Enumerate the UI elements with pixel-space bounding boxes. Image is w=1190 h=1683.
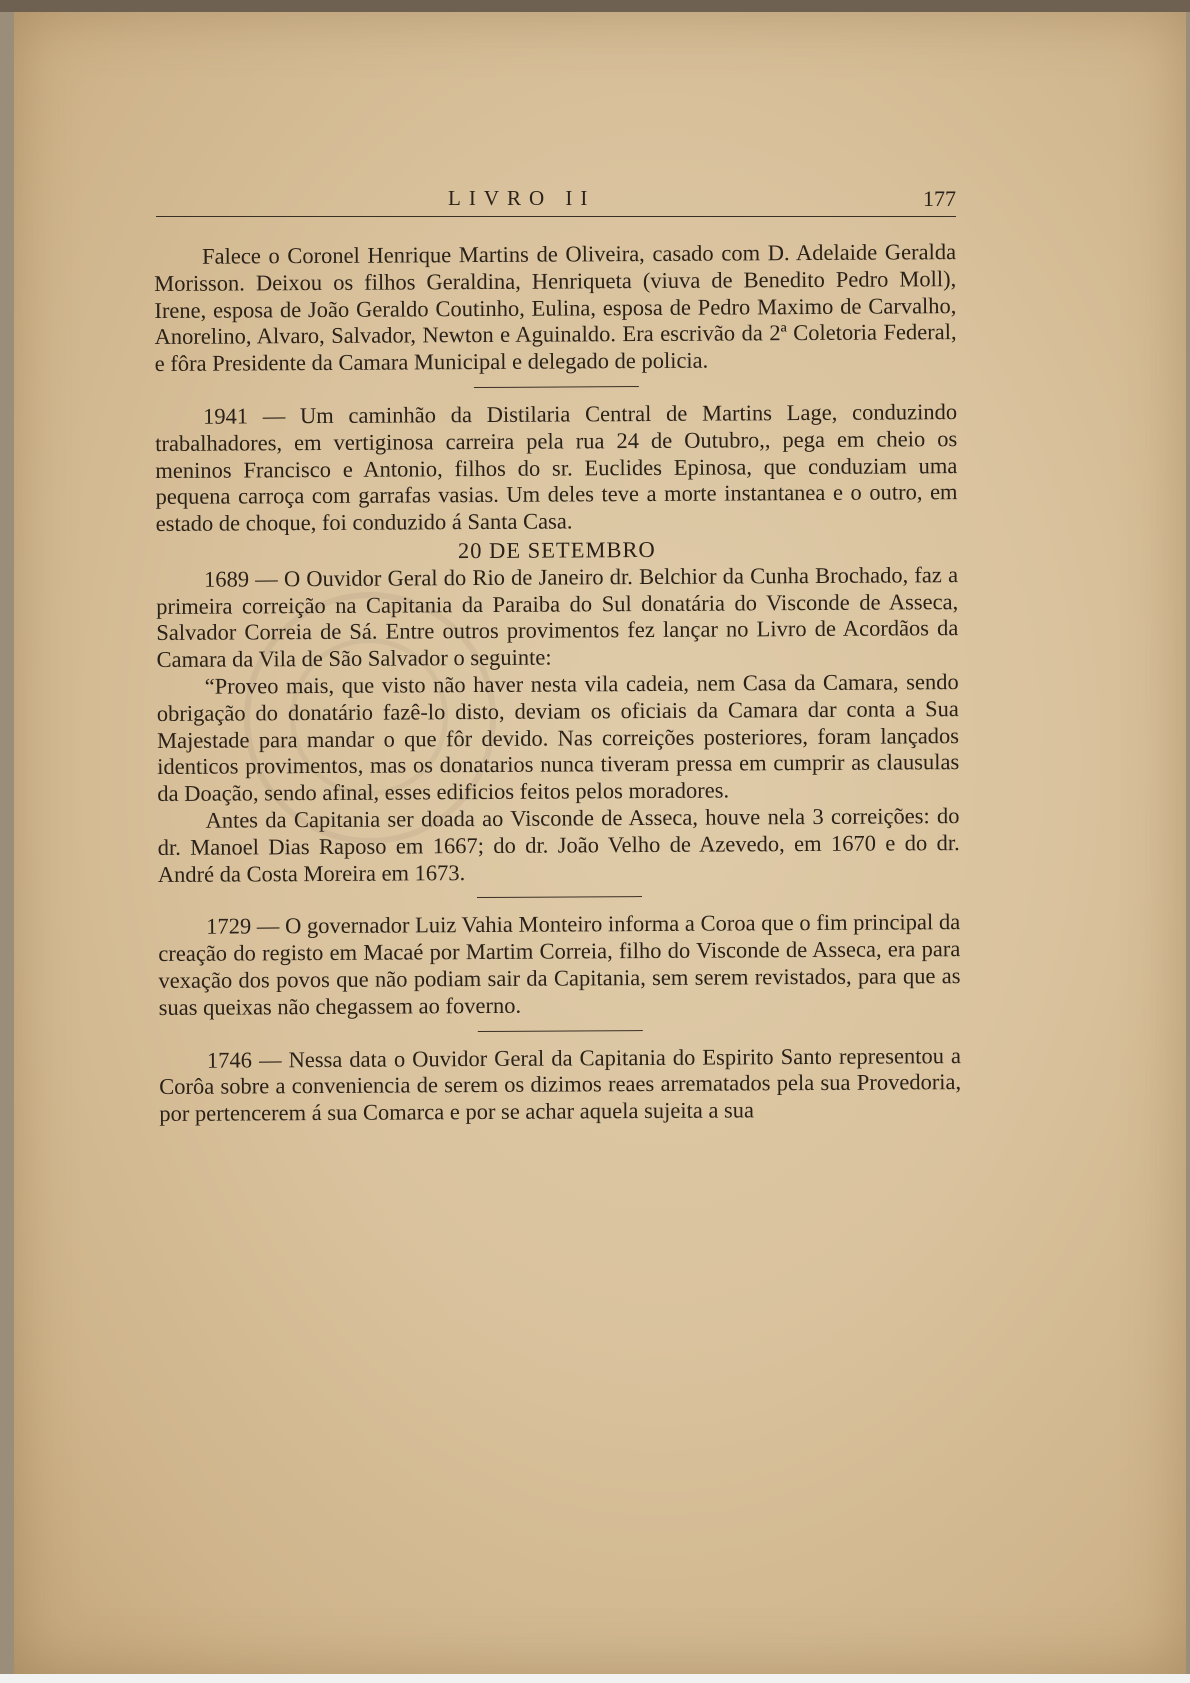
separator-rule <box>473 386 638 388</box>
running-title: LIVRO II <box>448 186 596 210</box>
paragraph-1746: 1746 — Nessa data o Ouvidor Geral da Capitania do Espirito Santo representou a Corôa sobre a conveniencia de serem os dizimos reaes arrematados pela sua Provedoria, por pertencerem á sua Comarca e por se achar aquela sujeita a sua <box>159 1042 962 1127</box>
paragraph-1941: 1941 — Um caminhão da Distilaria Central de Martins Lage, conduzindo trabalhadores, em vertiginosa carreira pela rua 24 de Outubro,, pega em cheio os meninos Francisco e Antonio, filhos do sr. Euclides Epinosa, que conduziam uma pequena carroça com garrafas vasias. Um deles teve a morte instantanea e o outro, em estado de choque, foi conduzido á Santa Casa. <box>155 399 958 537</box>
paragraph-obituary: Falece o Coronel Henrique Martins de Oliveira, casado com D. Adelaide Geralda Morisson. Deixou os filhos Geraldina, Henriqueta (viuva de Benedito Pedro Moll), Irene, esposa de João Geraldo Coutinho, Eulina, esposa de Pedro Maximo de Carvalho, Anorelino, Alvaro, Salvador, Newton e Aguinaldo. Era escrivão da 2ª Coletoria Federal, e fôra Presidente da Camara Municipal e delegado de policia. <box>154 239 957 377</box>
separator-rule <box>476 896 641 898</box>
scan-border-bottom <box>0 1674 1190 1683</box>
paragraph-quote: “Proveo mais, que visto não haver nesta vila cadeia, nem Casa da Camara, sendo obrigação do donatário fazê-lo disto, deviam os oficiais da Camara dar conta a Sua Majestade para mandar o que fôr devido. Nas correições posteriores, foram lançados identicos provimentos, mas os donatarios nunca tiveram pressa em cumprir as clausulas da Doação, sendo afinal, esses edificios feitos pelos moradores. <box>156 669 960 807</box>
paragraph-1729: 1729 — O governador Luiz Vahia Monteiro informa a Coroa que o fim principal da creação do registo em Macaé por Martim Correia, filho do Visconde de Asseca, era para vexação dos povos que não podiam sair da Capitania, sem serem revistados, para que as suas queixas não chegassem ao foverno. <box>158 909 961 1020</box>
scan-border-top <box>0 0 1190 12</box>
paragraph-correicoes: Antes da Capitania ser doada ao Visconde de Asseca, houve nela 3 correições: do dr. Manoel Dias Raposo em 1667; do dr. João Velho de Azevedo, em 1670 e do dr. André da Costa Moreira em 1673. <box>157 803 960 887</box>
section-heading-date: 20 DE SETEMBRO <box>457 536 656 564</box>
header-rule <box>156 216 956 217</box>
paragraph-1689: 1689 — O Ouvidor Geral do Rio de Janeiro dr. Belchior da Cunha Brochado, faz a primeira correição na Capitania da Paraiba do Sul donatária do Visconde de Asseca, Salvador Correia de Sá. Entre outros provimentos fez lançar no Livro de Acordãos da Camara da Vila de São Salvador o seguinte: <box>156 561 959 673</box>
page-number: 177 <box>923 186 956 211</box>
separator-rule <box>477 1030 642 1032</box>
page-body <box>154 239 961 1128</box>
